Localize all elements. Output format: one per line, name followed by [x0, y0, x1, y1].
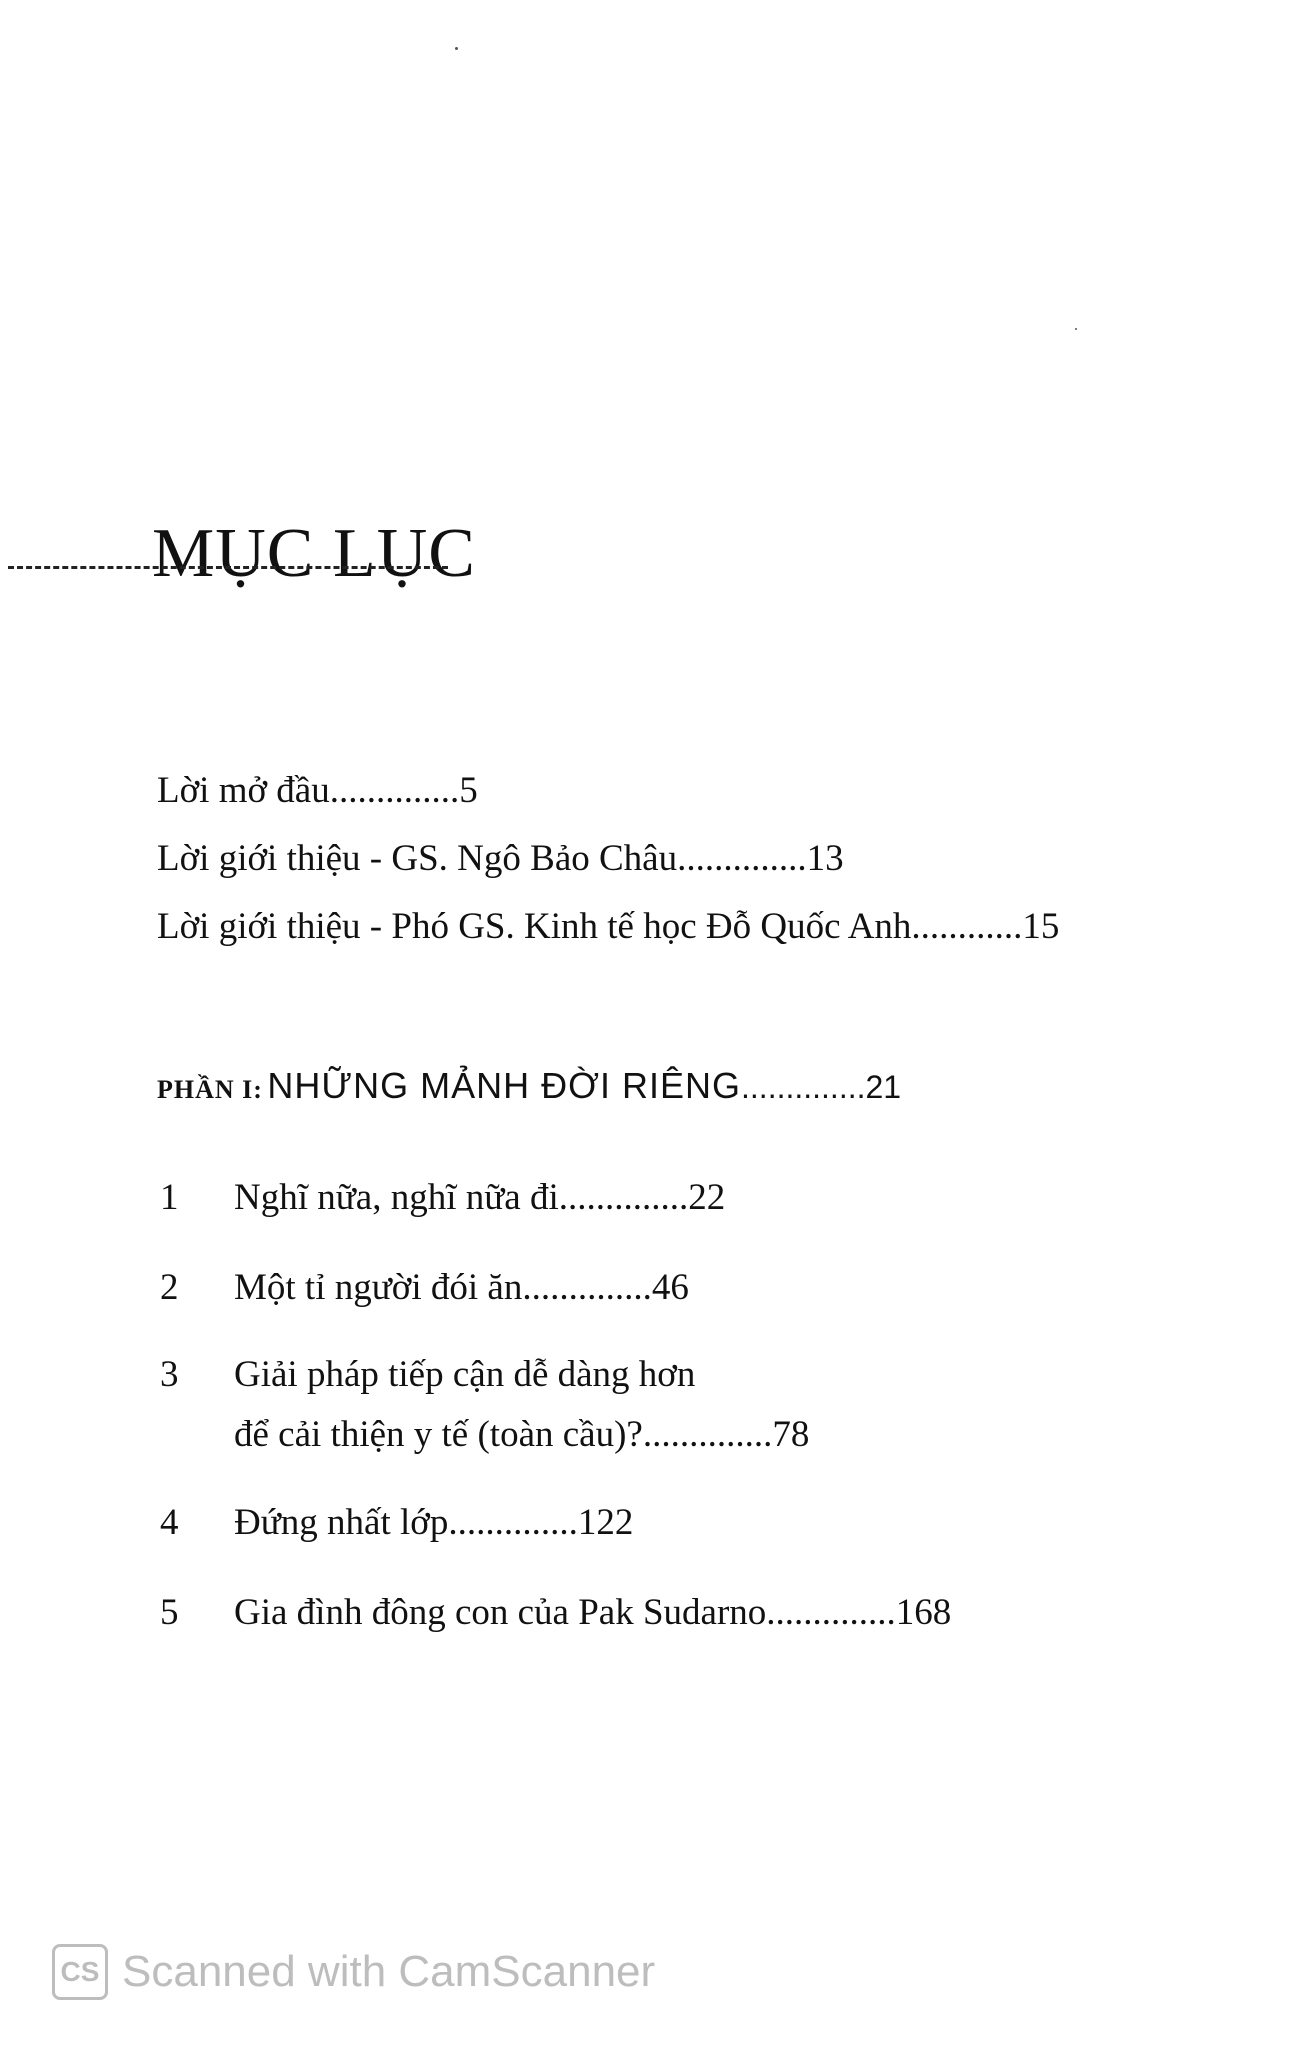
- toc-leader-dots: ..............: [766, 1592, 896, 1633]
- toc-entry-foreword: [157, 768, 478, 814]
- toc-leader-dots: ..............: [558, 1177, 689, 1218]
- chapter-title: [234, 1583, 951, 1643]
- chapter-number: 1: [160, 1177, 179, 1218]
- chapter-title-line: để cải thiện y tế (toàn cầu)?: [234, 1414, 643, 1455]
- part-name: NHỮNG MẢNH ĐỜI RIÊNG: [267, 1065, 742, 1106]
- toc-page-number: 168: [895, 1592, 952, 1633]
- toc-part-heading: [157, 1064, 901, 1107]
- toc-leader-dots: ..............: [741, 1069, 866, 1105]
- toc-page-number: 13: [806, 838, 844, 879]
- chapter-title-line: Nghĩ nữa, nghĩ nữa đi: [234, 1177, 559, 1218]
- part-label: PHẦN I:: [157, 1075, 263, 1104]
- chapter-title: [234, 1345, 809, 1465]
- toc-entry-text: Lời giới thiệu - GS. Ngô Bảo Châu: [157, 838, 678, 879]
- chapter-title: [234, 1168, 725, 1228]
- watermark-text: Scanned with CamScanner: [122, 1947, 656, 1996]
- chapter-number: 2: [160, 1267, 179, 1308]
- toc-page-number: 22: [688, 1177, 726, 1218]
- toc-leader-dots: ..............: [448, 1502, 578, 1543]
- page-title: MỤC LỤC: [152, 514, 476, 592]
- scan-speck: [455, 47, 458, 50]
- toc-page-number: 122: [577, 1502, 634, 1543]
- title-dashed-rule: [8, 566, 448, 569]
- toc-entry-introduction-ngo-bao-chau: [157, 836, 844, 882]
- chapter-number: 3: [160, 1354, 179, 1395]
- toc-page-number: 5: [459, 770, 478, 811]
- toc-leader-dots: ..............: [329, 770, 460, 811]
- toc-page-number: 21: [865, 1069, 902, 1105]
- toc-page-number: 78: [772, 1414, 810, 1455]
- toc-entry-introduction-do-quoc-anh: [157, 904, 1059, 950]
- chapter-number: 4: [160, 1502, 179, 1543]
- toc-leader-dots: ............: [911, 906, 1023, 947]
- chapter-number: 5: [160, 1592, 179, 1633]
- chapter-title: [234, 1258, 689, 1318]
- scan-speck: [1075, 328, 1077, 330]
- toc-leader-dots: ..............: [642, 1414, 773, 1455]
- chapter-title-line: Một tỉ người đói ăn: [234, 1267, 523, 1308]
- toc-page-number: 46: [651, 1267, 689, 1308]
- camscanner-logo-icon: CS: [52, 1944, 108, 2000]
- toc-entry-text: Lời giới thiệu - Phó GS. Kinh tế học Đỗ Quốc Anh: [157, 906, 912, 947]
- toc-entry-text: Lời mở đầu: [157, 770, 330, 811]
- toc-page-number: 15: [1022, 906, 1060, 947]
- chapter-title: [234, 1493, 633, 1553]
- chapter-title-line: Gia đình đông con của Pak Sudarno: [234, 1592, 767, 1633]
- camscanner-watermark: [52, 1940, 655, 2004]
- chapter-title-line: Giải pháp tiếp cận dễ dàng hơn: [234, 1354, 696, 1395]
- chapter-title-line: Đứng nhất lớp: [234, 1502, 449, 1543]
- toc-leader-dots: ..............: [522, 1267, 652, 1308]
- toc-leader-dots: ..............: [677, 838, 807, 879]
